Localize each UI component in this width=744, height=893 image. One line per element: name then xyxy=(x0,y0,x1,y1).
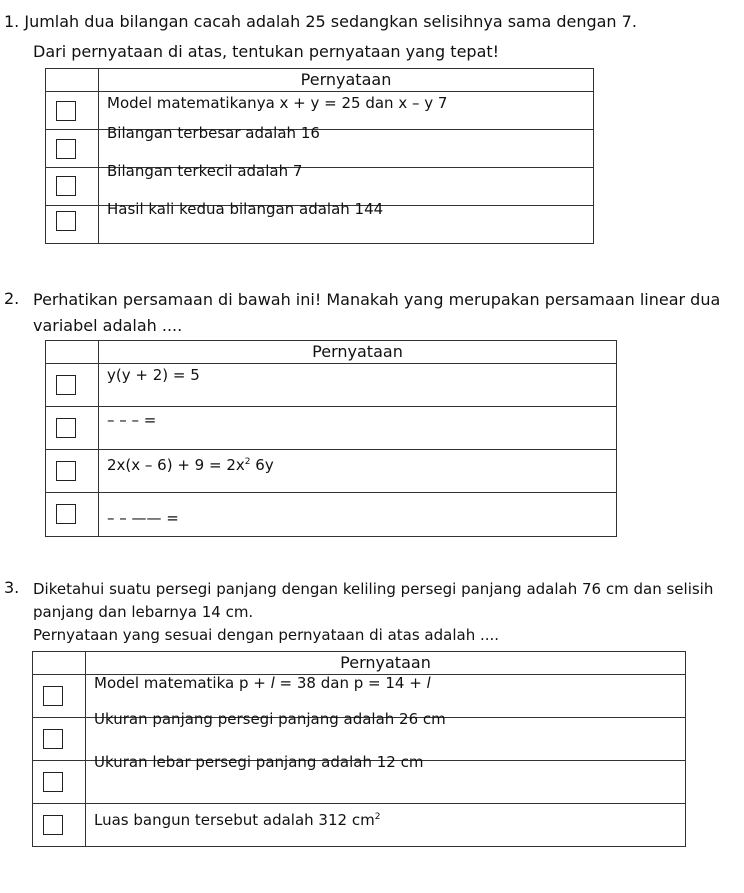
q2-row-3: 2x(x – 6) + 9 = 2x xyxy=(107,456,245,474)
checkbox[interactable] xyxy=(56,211,76,231)
checkbox[interactable] xyxy=(56,418,76,438)
table-row xyxy=(33,761,686,804)
q2-row-2: – – – = xyxy=(99,407,617,450)
q2-header: Pernyataan xyxy=(99,341,617,364)
checkbox[interactable] xyxy=(43,772,63,792)
table-row xyxy=(46,450,617,493)
checkbox[interactable] xyxy=(56,139,76,159)
q2-row-1: y(y + 2) = 5 xyxy=(99,364,617,407)
q2-row-3-tail: 6y xyxy=(255,456,274,474)
q1-row-3: Bilangan terkecil adalah 7 xyxy=(107,162,303,180)
q2-row-4: – – —— = xyxy=(99,493,617,537)
q2-row-3-exponent: 2 xyxy=(244,457,251,467)
q1-row-4: Hasil kali kedua bilangan adalah 144 xyxy=(107,200,384,218)
q1-header: Pernyataan xyxy=(99,69,594,92)
q3-row-1: Model matematika p + l = 38 dan p = 14 + l xyxy=(94,674,431,692)
checkbox[interactable] xyxy=(56,375,76,395)
q3-row-2: Ukuran panjang persegi panjang adalah 26 cm xyxy=(94,710,446,728)
checkbox[interactable] xyxy=(43,815,63,835)
q3-header: Pernyataan xyxy=(86,652,686,675)
q2-question-line1: Perhatikan persamaan di bawah ini! Manakah yang merupakan persamaan linear dua xyxy=(33,290,721,309)
q3-row-4-exponent: 2 xyxy=(374,812,381,822)
q3-question-line2: panjang dan lebarnya 14 cm. xyxy=(33,603,254,621)
q2-header-blank xyxy=(46,341,99,364)
q1-question: Jumlah dua bilangan cacah adalah 25 sedangkan selisihnya sama dengan 7. xyxy=(24,12,637,31)
q2-table xyxy=(45,340,617,537)
table-row xyxy=(33,804,686,847)
q3-question-line1: Diketahui suatu persegi panjang dengan keliling persegi panjang adalah 76 cm dan selisih xyxy=(33,580,714,598)
checkbox[interactable] xyxy=(56,176,76,196)
q1-number: 1. xyxy=(4,12,20,31)
q3-number: 3. xyxy=(4,578,20,597)
table-row xyxy=(46,364,617,407)
checkbox[interactable] xyxy=(56,461,76,481)
q1-instruction: Dari pernyataan di atas, tentukan pernyataan yang tepat! xyxy=(33,42,500,61)
checkbox[interactable] xyxy=(43,686,63,706)
q1-header-blank xyxy=(46,69,99,92)
q1-row-2: Bilangan terbesar adalah 16 xyxy=(107,124,320,142)
q2-number: 2. xyxy=(4,289,20,308)
q3-instruction: Pernyataan yang sesuai dengan pernyataan di atas adalah .... xyxy=(33,626,500,644)
table-row xyxy=(46,407,617,450)
checkbox[interactable] xyxy=(56,101,76,121)
table-row xyxy=(46,493,617,537)
q1-row-1: Model matematikanya x + y = 25 dan x – y 7 xyxy=(99,92,594,130)
checkbox[interactable] xyxy=(43,729,63,749)
q3-table xyxy=(32,651,686,847)
q1-text xyxy=(4,12,637,31)
q3-row-3: Ukuran lebar persegi panjang adalah 12 cm xyxy=(94,753,424,771)
q2-question-line2: variabel adalah .... xyxy=(33,316,183,335)
q3-row-4: Luas bangun tersebut adalah 312 cm xyxy=(94,811,375,829)
checkbox[interactable] xyxy=(56,504,76,524)
q3-header-blank xyxy=(33,652,86,675)
q1-table xyxy=(45,68,594,244)
table-row xyxy=(46,206,594,244)
